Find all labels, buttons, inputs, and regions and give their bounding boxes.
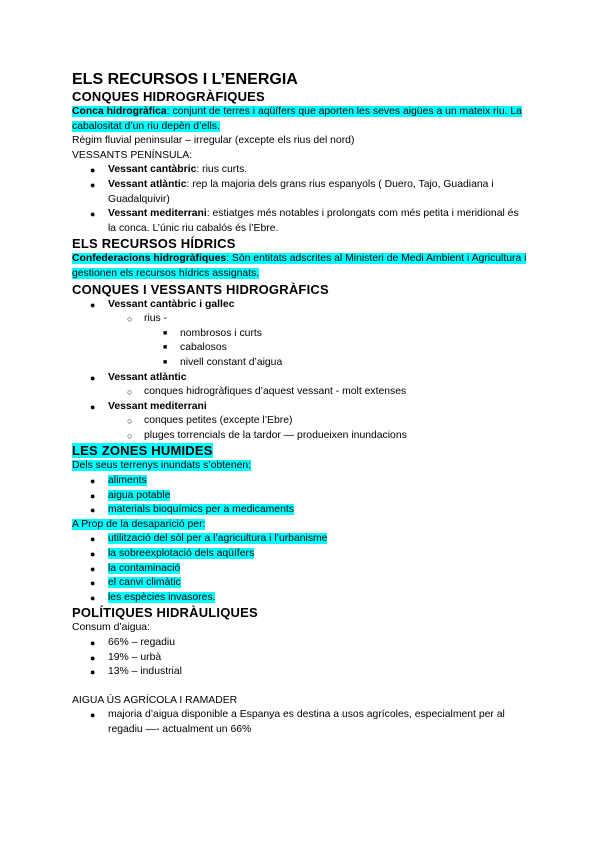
list-item: ● la sobreexplotació dels aqüífers [72, 547, 528, 562]
list-item: ● Vessant atlàntic: rep la majoria dels grans rius espanyols ( Duero, Tajo, Guadiana i Guadalquivir) [90, 178, 494, 205]
vessants-list [72, 163, 528, 236]
list-item: ● el canvi climàtic [72, 576, 528, 591]
definition-text: : Són entitats adscrites al Ministeri de Medi Ambient i Agricultura i gestionen els recursos hídrics assignats. [72, 253, 527, 279]
bullet-icon: ● [90, 667, 96, 678]
aigua-us-agricola-label: AIGUA ÚS AGRÍCOLA I RAMADER [72, 694, 238, 706]
bullet-icon: ● [90, 534, 96, 545]
list-item: ● materials bioquímics per a medicaments [72, 503, 528, 518]
list-item: ● Vessant cantàbric i gallec [72, 298, 528, 313]
list-item: ● Vessant mediterrani: estiatges més notables i prolongats com més petita i meridional és la conca. L’únic riu cabalós és l’Ebre. [90, 208, 519, 234]
bullet-icon: ● [90, 372, 96, 383]
square-bullet-icon: ■ [163, 329, 168, 337]
zones-intro-2: A Prop de la desaparició per: [72, 518, 206, 530]
list-item: ● Vessant mediterrani [72, 400, 528, 415]
square-bullet-icon: ■ [163, 344, 168, 352]
zones-list-1 [72, 474, 528, 518]
list-item: ● Vessant atlàntic [72, 371, 528, 386]
bullet-icon: ● [90, 476, 96, 487]
list-item: ○ conques hidrogràfiques d’aquest vessant - molt extenses [72, 385, 528, 400]
list-item: ● 19% – urbà [72, 651, 528, 666]
bullet-icon: ● [90, 179, 96, 190]
hollow-bullet-icon: ○ [127, 430, 133, 441]
page-title: ELS RECURSOS I L’ENERGIA [72, 71, 298, 88]
document-content [72, 70, 528, 738]
consum-label: Consum d’aigua: [72, 622, 150, 634]
list-item: ● majoria d’aigua disponible a Espanya es destina a usos agrícoles, especialment per al regadiu —- actualment un 66% [90, 709, 505, 735]
list-item: ● aliments [72, 474, 528, 489]
bullet-icon: ● [90, 299, 96, 310]
consum-list [72, 636, 528, 680]
bullet-icon: ● [90, 505, 96, 516]
heading-recursos-hidrics: ELS RECURSOS HÍDRICS [72, 236, 236, 252]
definition-conca [72, 105, 528, 134]
list-item: ● 66% – regadiu [72, 636, 528, 651]
definition-term: Confederacions hidrogràfiques [72, 253, 227, 265]
hollow-bullet-icon: ○ [127, 387, 133, 398]
spacer [72, 680, 528, 694]
hollow-bullet-icon: ○ [127, 416, 133, 427]
heading-conques-hidrografiques: CONQUES HIDROGRÀFIQUES [72, 89, 265, 104]
bullet-icon: ● [90, 401, 96, 412]
list-item: ■ cabalosos [72, 341, 528, 356]
regime-text: Règim fluvial peninsular – irregular (excepte els rius del nord) [72, 135, 355, 147]
bullet-icon: ● [90, 578, 96, 589]
bullet-icon: ● [90, 592, 96, 603]
list-item: ● Vessant cantàbric: rius curts. [72, 163, 528, 178]
vessants-label: VESSANTS PENÍNSULA: [72, 149, 193, 161]
zones-list-2 [72, 532, 528, 605]
bullet-icon: ● [90, 638, 96, 648]
aigua-list [72, 708, 528, 737]
bullet-icon: ● [90, 165, 96, 176]
hollow-bullet-icon: ○ [127, 314, 133, 325]
conques-list [72, 298, 528, 444]
zones-intro-1: Dels seus terrenys inundats s’obtenen: [72, 460, 252, 472]
heading-politiques-hidrauliques: POLÍTIQUES HIDRÀULIQUES [72, 605, 258, 621]
definition-term: Conca hidrogràfica [72, 106, 167, 117]
list-item: ■ nivell constant d’aigua [72, 356, 528, 371]
list-item: ○ pluges torrencials de la tardor — produeixen inundacions [72, 429, 528, 444]
bullet-icon: ● [90, 652, 96, 663]
bullet-icon: ● [90, 549, 96, 560]
bullet-icon: ● [90, 563, 96, 574]
list-item: ● aigua potable [72, 489, 528, 504]
list-item: ● utilització del sòl per a l’agricultura i l’urbanisme [72, 532, 528, 547]
bullet-icon: ● [90, 490, 96, 501]
bullet-icon: ● [90, 209, 96, 220]
list-item: ■ nombrosos i curts [72, 327, 528, 342]
list-item: ● les espècies invasores. [72, 591, 528, 606]
square-bullet-icon: ■ [163, 358, 168, 366]
heading-zones-humides: LES ZONES HUMIDES [72, 443, 213, 459]
bullet-icon: ● [90, 710, 96, 721]
heading-conques-vessants: CONQUES I VESSANTS HIDROGRÀFICS [72, 281, 329, 297]
definition-confederacions [72, 252, 528, 281]
list-item: ● 13% – industrial [72, 665, 528, 680]
list-item: ○ conques petites (excepte l’Ebre) [72, 414, 528, 429]
list-item: ○ rius - [72, 312, 528, 327]
definition-text: : conjunt de terres i aqüífers que aporten les seves aigües a un mateix riu. La cabalositat d’un riu depèn d’ells. [72, 106, 522, 132]
list-item: ● la contaminació [72, 562, 528, 577]
